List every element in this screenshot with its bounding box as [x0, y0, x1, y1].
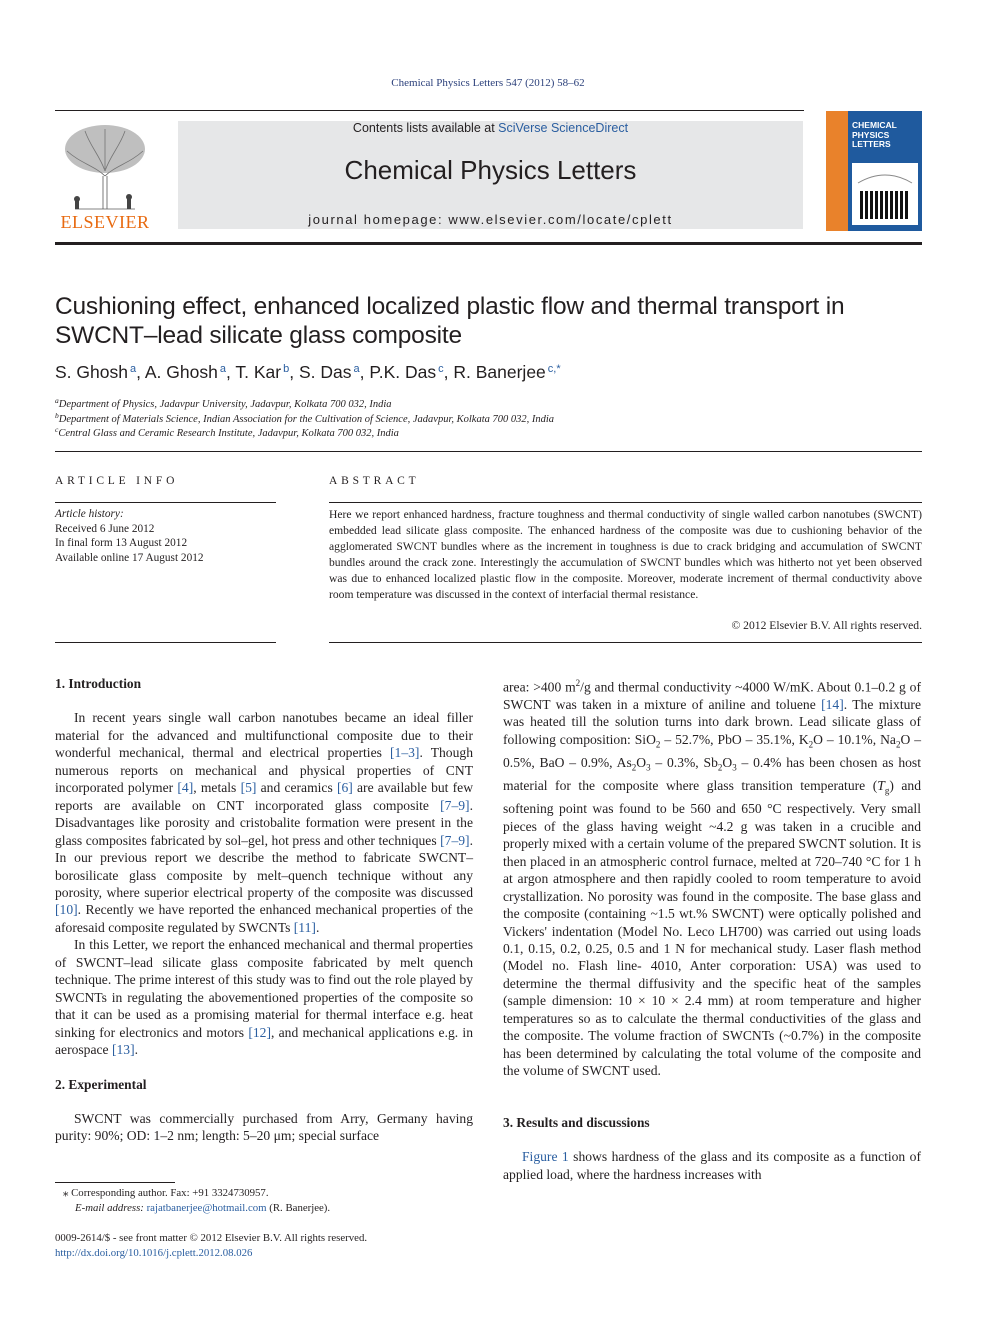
- intro-paragraph-2: In this Letter, we report the enhanced mechanical and thermal properties of SWCNT–lead silicate glass composite fabricated by melt quench technique. The prime interest of this study was to find out the role played by SWCNTs in regulating the abovementioned properties of the composite so that it can be used as a promising material for thermal interface e.g. heat sinking for electronics and motors [12], and mechanical applications e.g. in aerospace [13].: [55, 937, 473, 1058]
- article-info-heading: ARTICLE INFO: [55, 475, 179, 487]
- cover-accent-strip: [826, 111, 848, 231]
- affiliation-b: $^b$Department of Materials Science, Indian Association for the Cultivation of Science, Jadavpur, Kolkata 700 032, India: [55, 411, 555, 425]
- author-affil-marker[interactable]: c,*: [547, 363, 561, 375]
- issn-line: 0009-2614/$ - see front matter © 2012 Elsevier B.V. All rights reserved.: [55, 1232, 368, 1244]
- abstract-heading: ABSTRACT: [329, 475, 420, 487]
- abstract-copyright: © 2012 Elsevier B.V. All rights reserved.: [731, 619, 922, 632]
- author: P.K. Das: [369, 362, 437, 382]
- contents-prefix: Contents lists available at: [352, 121, 499, 135]
- author: A. Ghosh: [144, 362, 218, 382]
- doi-link[interactable]: http://dx.doi.org/10.1016/j.cplett.2012.08.026: [55, 1246, 253, 1259]
- corr-author-text: Corresponding author. Fax: +91 3324730957.: [71, 1187, 269, 1199]
- email-link[interactable]: rajatbanerjee@hotmail.com: [146, 1201, 267, 1214]
- citation-link[interactable]: [13]: [111, 1042, 135, 1058]
- elsevier-wordmark: ELSEVIER: [60, 212, 150, 232]
- final-form-date: In final form 13 August 2012: [55, 537, 188, 550]
- received-date: Received 6 June 2012: [55, 522, 155, 535]
- header-bottom-rule: [55, 242, 922, 245]
- right-column: [503, 675, 921, 1183]
- article-title: Cushioning effect, enhanced localized plastic flow and thermal transport in SWCNT–lead silicate glass composite: [55, 293, 845, 349]
- journal-reference[interactable]: Chemical Physics Letters 547 (2012) 58–62: [391, 77, 585, 89]
- citation-link[interactable]: [14]: [821, 696, 844, 712]
- header-top-rule: [55, 110, 804, 111]
- experimental-paragraph-1-cont: area: >400 $m^2/g$ and thermal conductivity ~4000 W/mK. About 0.1–0.2 g of SWCNT was taken in a mixture of aniline and toluene [14]. The mixture was heated till the solution turns into dark brown. Lead silicate glass of following composition: SiO$_2$ – 52.7%, PbO – 35.1%, $K_2O - 10.1\%$, $Na_2O - 0.5\%$, BaO – 0.9%, $As_2O_3 - 0.3\%$, $Sb_2O_3 - 0.4\%$ has been chosen as host material for the composite where glass transition temperature $(T_g)$ and softening point was found to be 560 and 650 °C respectively. Very small pieces of the glass having weight ~4.2 g was taken in a crucible and properly mixed with a certain volume of the prepared SWCNT solution. It is then placed in an atmospheric control furnace, melted at 720–740 °C for 1 h at argon atmosphere and then rapidly cooled to room temperature to avoid crystallization. No porosity was found in the composite. The base glass and the composite (containing ~1.5 wt.% SWCNT) were optically polished and Vickers' indentation (Model No. Leco LH700) was carried out using loads 0.1, 0.15, 0.2, 0.25, 0.5 and 1 N for mechanical study. Laser flash method (Model no. Flash line- 4010, Anter corporation: USA) was used to determine the thermal diffusivity and the specific heat of the samples (sample dimension: 10 × 10 × 2.4 mm) at room temperature and higher temperatures so as to calculate the thermal conductivities of the glass and the composite. The volume fraction of SWCNTs (~0.7%) in the composite has been determined by calculating the total volume of the composite and the volume of SWCNT used.: [503, 678, 921, 1079]
- author-affil-marker[interactable]: c: [438, 363, 444, 375]
- section-heading-experimental: 2. Experimental: [55, 1076, 147, 1092]
- figure-link[interactable]: Figure 1: [522, 1149, 569, 1165]
- citation-link[interactable]: [6]: [336, 780, 353, 796]
- abstract-text: Here we report enhanced hardness, fracture toughness and thermal conductivity of single walled carbon nanotubes (SWCNT) embedded lead silicate glass composite. The enhanced hardness of the composite was due to cushioning behavior of the agglomerated SWCNT bundles where as the increment in toughness is due to crack bridging and accumulation of SWCNT bundles around the crack zone. Interestingly the accumulation of SWCNT bundles which was hitherto not yet been observed was due to enhanced localized plastic flow in the composite. Moreover, moderate increment of thermal conductivity above room temperature was discussed in the context of interfacial thermal resistance.: [329, 508, 922, 601]
- history-label: Article history:: [55, 508, 124, 520]
- article-info-rule: [55, 502, 276, 503]
- journal-homepage[interactable]: journal homepage: www.elsevier.com/locate/cplett: [308, 212, 673, 227]
- citation-link[interactable]: [10]: [55, 902, 78, 918]
- author: R. Banerjee: [453, 362, 546, 382]
- journal-cover-thumbnail[interactable]: [826, 111, 922, 231]
- citation-link[interactable]: [4]: [177, 780, 194, 796]
- online-date: Available online 17 August 2012: [55, 551, 204, 564]
- corresponding-author-note: ⁎ Corresponding author. Fax: +91 3324730957. E-mail address: rajatbanerjee@hotmail.com (R. Banerjee).: [63, 1187, 331, 1214]
- citation-link[interactable]: [12]: [248, 1024, 271, 1040]
- citation-link[interactable]: [1–3]: [390, 745, 420, 761]
- email-owner: (R. Banerjee).: [269, 1201, 331, 1214]
- email-label: E-mail address:: [75, 1201, 144, 1214]
- intro-paragraph-1: In recent years single wall carbon nanotubes became an ideal filler material for the advanced and multifunctional composite due to their wonderful mechanical, thermal and electrical properties [1–3]. Though numerous reports on mechanical and physical properties of CNT incorporated polymer [4], metals [5] and ceramics [6] are available but few reports are available on CNT incorporated glass composite [7–9]. Disadvantages like porosity and cristobalite formation were present in the glass composites fabricated by sol–gel, hot press and other techniques [7–9]. In our previous report we describe the method to fabricate SWCNT–borosilicate glass composite by melt–quench technique without any porosity, where superior electrical property of the composite was discussed [10]. Recently we have reported the enhanced mechanical properties of the aforesaid composite regulated by SWCNTs [11].: [55, 710, 474, 935]
- journal-title: Chemical Physics Letters: [344, 155, 637, 185]
- author-list: S. Ghosh $^a$, A. Ghosh $^a$, T. Kar $^b$, S. Das $^a$, P.K. Das $^c$, R. Banerjee $^{c,*}$: [55, 362, 561, 382]
- experimental-paragraph-1: SWCNT was commercially purchased from Arry, Germany having purity: 90%; OD: 1–2 nm; length: 5–20 μm; special surface: [55, 1110, 473, 1144]
- author-affil-marker[interactable]: a: [129, 363, 137, 375]
- left-column: [55, 675, 473, 1145]
- abstract-bottom-rule: [329, 642, 922, 643]
- results-paragraph-1: Figure 1 shows hardness of the glass and its composite as a function of applied load, where the hardness increases with: [503, 1149, 921, 1182]
- citation-link[interactable]: [5]: [240, 780, 257, 796]
- section-heading-introduction: 1. Introduction: [55, 676, 142, 691]
- article-info-bottom-rule: [55, 642, 276, 643]
- author-affil-marker[interactable]: a: [353, 363, 360, 375]
- contents-line: [178, 121, 803, 135]
- author: T. Kar: [235, 362, 282, 382]
- front-matter-info: [55, 1231, 475, 1260]
- affiliation-a: $^a$Department of Physics, Jadavpur University, Jadavpur, Kolkata 700 032, India: [55, 396, 392, 410]
- author: S. Ghosh: [55, 362, 128, 382]
- sciencedirect-link[interactable]: SciVerse ScienceDirect: [498, 121, 629, 135]
- footnote-rule: [55, 1182, 175, 1183]
- title-block-rule: [55, 451, 922, 452]
- citation-link[interactable]: [7–9]: [440, 832, 470, 848]
- author-affil-marker[interactable]: b: [283, 363, 290, 375]
- author: S. Das: [298, 362, 352, 382]
- section-heading-results: 3. Results and discussions: [503, 1114, 650, 1130]
- affiliation-c: $^c$Central Glass and Ceramic Research Institute, Jadavpur, Kolkata 700 032, India: [55, 425, 399, 439]
- article-history: [55, 507, 285, 565]
- citation-link[interactable]: [11]: [293, 919, 316, 935]
- author-affil-marker[interactable]: a: [219, 363, 226, 375]
- cover-title: CHEMICAL PHYSICS LETTERS: [852, 120, 897, 149]
- cover-graphic: [852, 163, 918, 225]
- citation-link[interactable]: [7–9]: [440, 797, 470, 813]
- abstract-rule: [329, 502, 922, 503]
